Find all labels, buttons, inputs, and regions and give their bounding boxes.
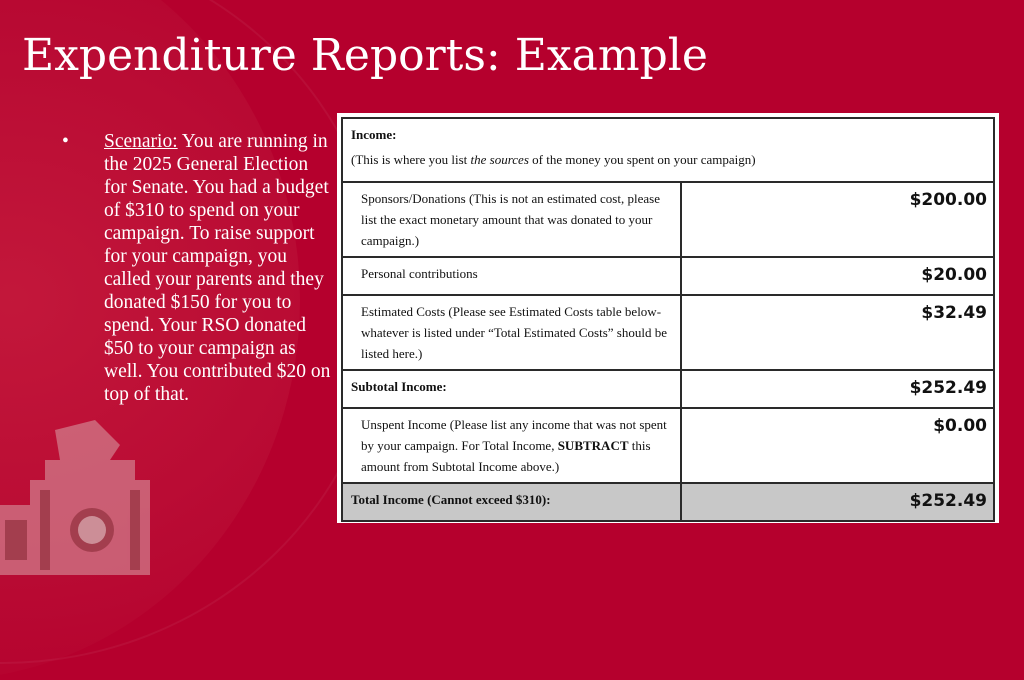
row-label: Sponsors/Donations (This is not an estimated cost, please list the exact monetary amount that was donated to your campaign.)	[342, 182, 681, 257]
scenario-body: You are running in the 2025 General Election for Senate. You had a budget of $310 to spend on your campaign. To raise support for your campaign, you called your parents and they donated $150 for you to spend. Your RSO donated $50 to your campaign as well. You contributed $20 on top of that.	[104, 131, 331, 405]
income-table-image	[337, 113, 999, 523]
income-table	[341, 117, 995, 522]
row-label: Subtotal Income:	[342, 370, 681, 408]
row-amount: $200.00	[681, 182, 994, 257]
scenario-bullet	[62, 130, 332, 406]
income-note: (This is where you list the sources of the money you spent on your campaign)	[351, 152, 756, 167]
table-header-cell	[342, 118, 994, 182]
row-label: Estimated Costs (Please see Estimated Costs table below-whatever is listed under “Total Estimated Costs” should be listed here.)	[342, 295, 681, 370]
clock-tower-image	[0, 420, 170, 575]
table-row	[342, 182, 994, 257]
slide-title: Expenditure Reports: Example	[22, 30, 708, 81]
bullet-marker: •	[62, 131, 69, 152]
row-label: Total Income (Cannot exceed $310):	[342, 483, 681, 521]
scenario-text	[104, 130, 332, 406]
income-heading: Income:	[351, 127, 397, 142]
row-amount: $0.00	[681, 408, 994, 483]
row-amount: $252.49	[681, 370, 994, 408]
table-row	[342, 257, 994, 295]
table-row-subtotal	[342, 370, 994, 408]
row-label: Unspent Income (Please list any income that was not spent by your campaign. For Total Income, SUBTRACT this amount from Subtotal Income above.)	[342, 408, 681, 483]
table-header-row	[342, 118, 994, 182]
table-row	[342, 295, 994, 370]
row-label: Personal contributions	[342, 257, 681, 295]
table-row	[342, 408, 994, 483]
row-amount: $252.49	[681, 483, 994, 521]
row-amount: $32.49	[681, 295, 994, 370]
row-amount: $20.00	[681, 257, 994, 295]
scenario-heading: Scenario:	[104, 131, 178, 152]
table-row-total	[342, 483, 994, 521]
